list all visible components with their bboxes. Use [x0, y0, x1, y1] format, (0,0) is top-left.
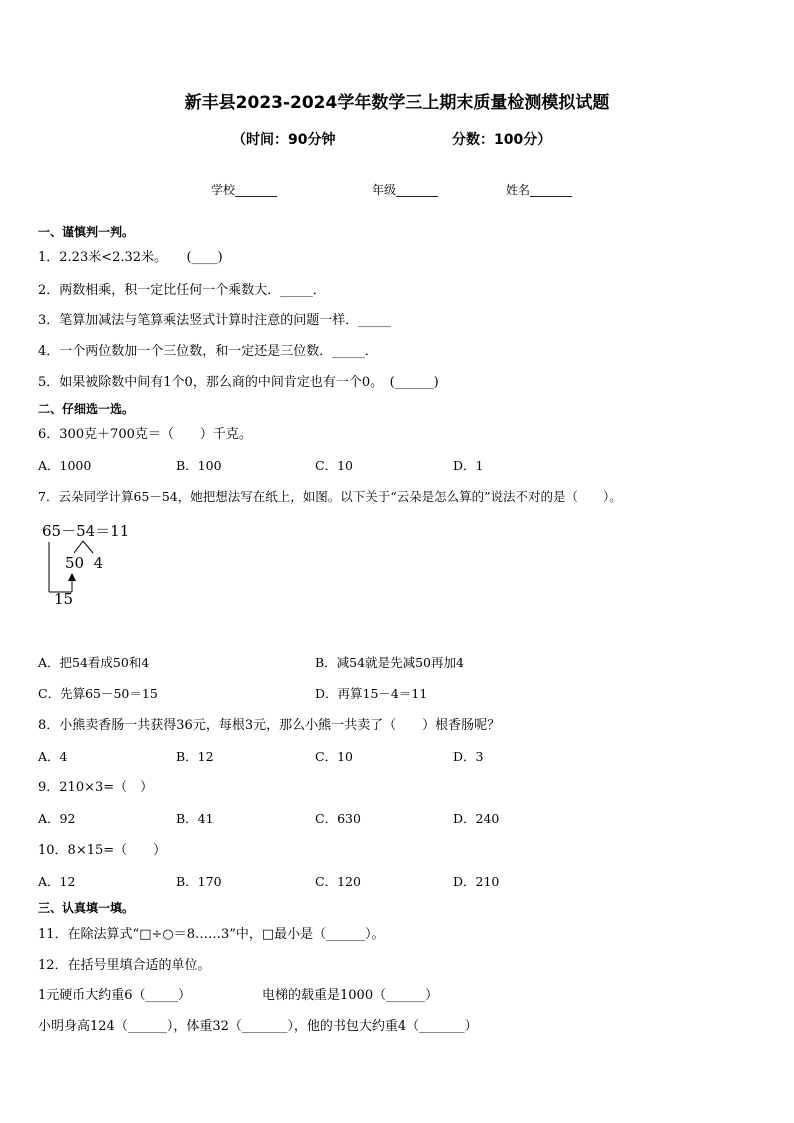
- q8-option-c: C．10: [315, 749, 353, 764]
- q8-option-b: B．12: [176, 749, 214, 764]
- q6-option-d: D．1: [453, 458, 484, 473]
- figure-result: 15: [54, 590, 74, 608]
- q12-line1-coin: 1元硬币大约重6（_____）: [38, 988, 192, 1003]
- question-9: 9．210×3=（ ）: [38, 780, 154, 795]
- q10-option-d: D．210: [453, 874, 500, 889]
- q7-option-a: A．把54看成50和4: [38, 655, 150, 670]
- q9-option-d: D．240: [453, 811, 500, 826]
- question-11: 11．在除法算式“□÷○＝8……3”中，□最小是（______）。: [38, 927, 385, 942]
- section-1-heading: 一、谨慎判一判。: [38, 225, 135, 239]
- question-10: 10．8×15=（ ）: [38, 843, 167, 858]
- question-3: 3．笔算加减法与笔算乘法竖式计算时注意的问题一样．_____: [38, 313, 391, 328]
- question-8: 8．小熊卖香肠一共获得36元，每根3元，那么小熊一共卖了（ ）根香肠呢？: [38, 718, 501, 733]
- q6-option-b: B．100: [176, 458, 222, 473]
- school-field: 学校_______: [211, 183, 278, 197]
- q7-option-c: C．先算65－50＝15: [38, 686, 158, 701]
- q10-option-c: C．120: [315, 874, 361, 889]
- question-4: 4．一个两位数加一个三位数，和一定还是三位数．_____．: [38, 344, 378, 359]
- grade-field: 年级_______: [372, 183, 439, 197]
- exam-title: 新丰县2023-2024学年数学三上期末质量检测模拟试题: [184, 93, 610, 113]
- section-3-heading: 三、认真填一填。: [38, 901, 135, 915]
- q8-option-a: A．4: [38, 749, 68, 764]
- q9-option-b: B．41: [176, 811, 214, 826]
- question-1: 1．2.23米<2.32米。 (____): [38, 250, 223, 265]
- figure-equation: 65－54＝11: [42, 522, 130, 540]
- time-label: （时间：90分钟: [232, 132, 336, 148]
- question-2: 2．两数相乘，积一定比任何一个乘数大．_____．: [38, 283, 326, 298]
- q12-line1-elevator: 电梯的载重是1000（______）: [262, 988, 439, 1003]
- question-12: 12．在括号里填合适的单位。: [38, 958, 211, 973]
- q7-option-b: B．减54就是先减50再加4: [315, 655, 464, 670]
- figure-split: 50 4: [65, 554, 104, 572]
- section-2-heading: 二、仔细选一选。: [38, 402, 135, 416]
- q6-option-c: C．10: [315, 458, 353, 473]
- q10-option-a: A．12: [38, 874, 76, 889]
- q9-option-a: A．92: [38, 811, 76, 826]
- question-5: 5．如果被除数中间有1个0，那么商的中间肯定也有一个0。 (______): [38, 375, 439, 390]
- q6-option-a: A．1000: [38, 458, 92, 473]
- name-field: 姓名_______: [506, 183, 573, 197]
- q8-option-d: D．3: [453, 749, 484, 764]
- q7-option-d: D．再算15－4＝11: [315, 686, 428, 701]
- question-6: 6．300克＋700克＝（ ）千克。: [38, 427, 252, 442]
- q12-line2: 小明身高124（______），体重32（_______），他的书包大约重4（_______）: [38, 1019, 478, 1034]
- q10-option-b: B．170: [176, 874, 222, 889]
- score-label: 分数：100分）: [452, 132, 552, 148]
- q9-option-c: C．630: [315, 811, 361, 826]
- question-7: 7．云朵同学计算65－54，她把想法写在纸上，如图。以下关于“云朵是怎么算的”说法不对的是（ ）。: [38, 489, 622, 504]
- subtraction-figure: [38, 520, 130, 608]
